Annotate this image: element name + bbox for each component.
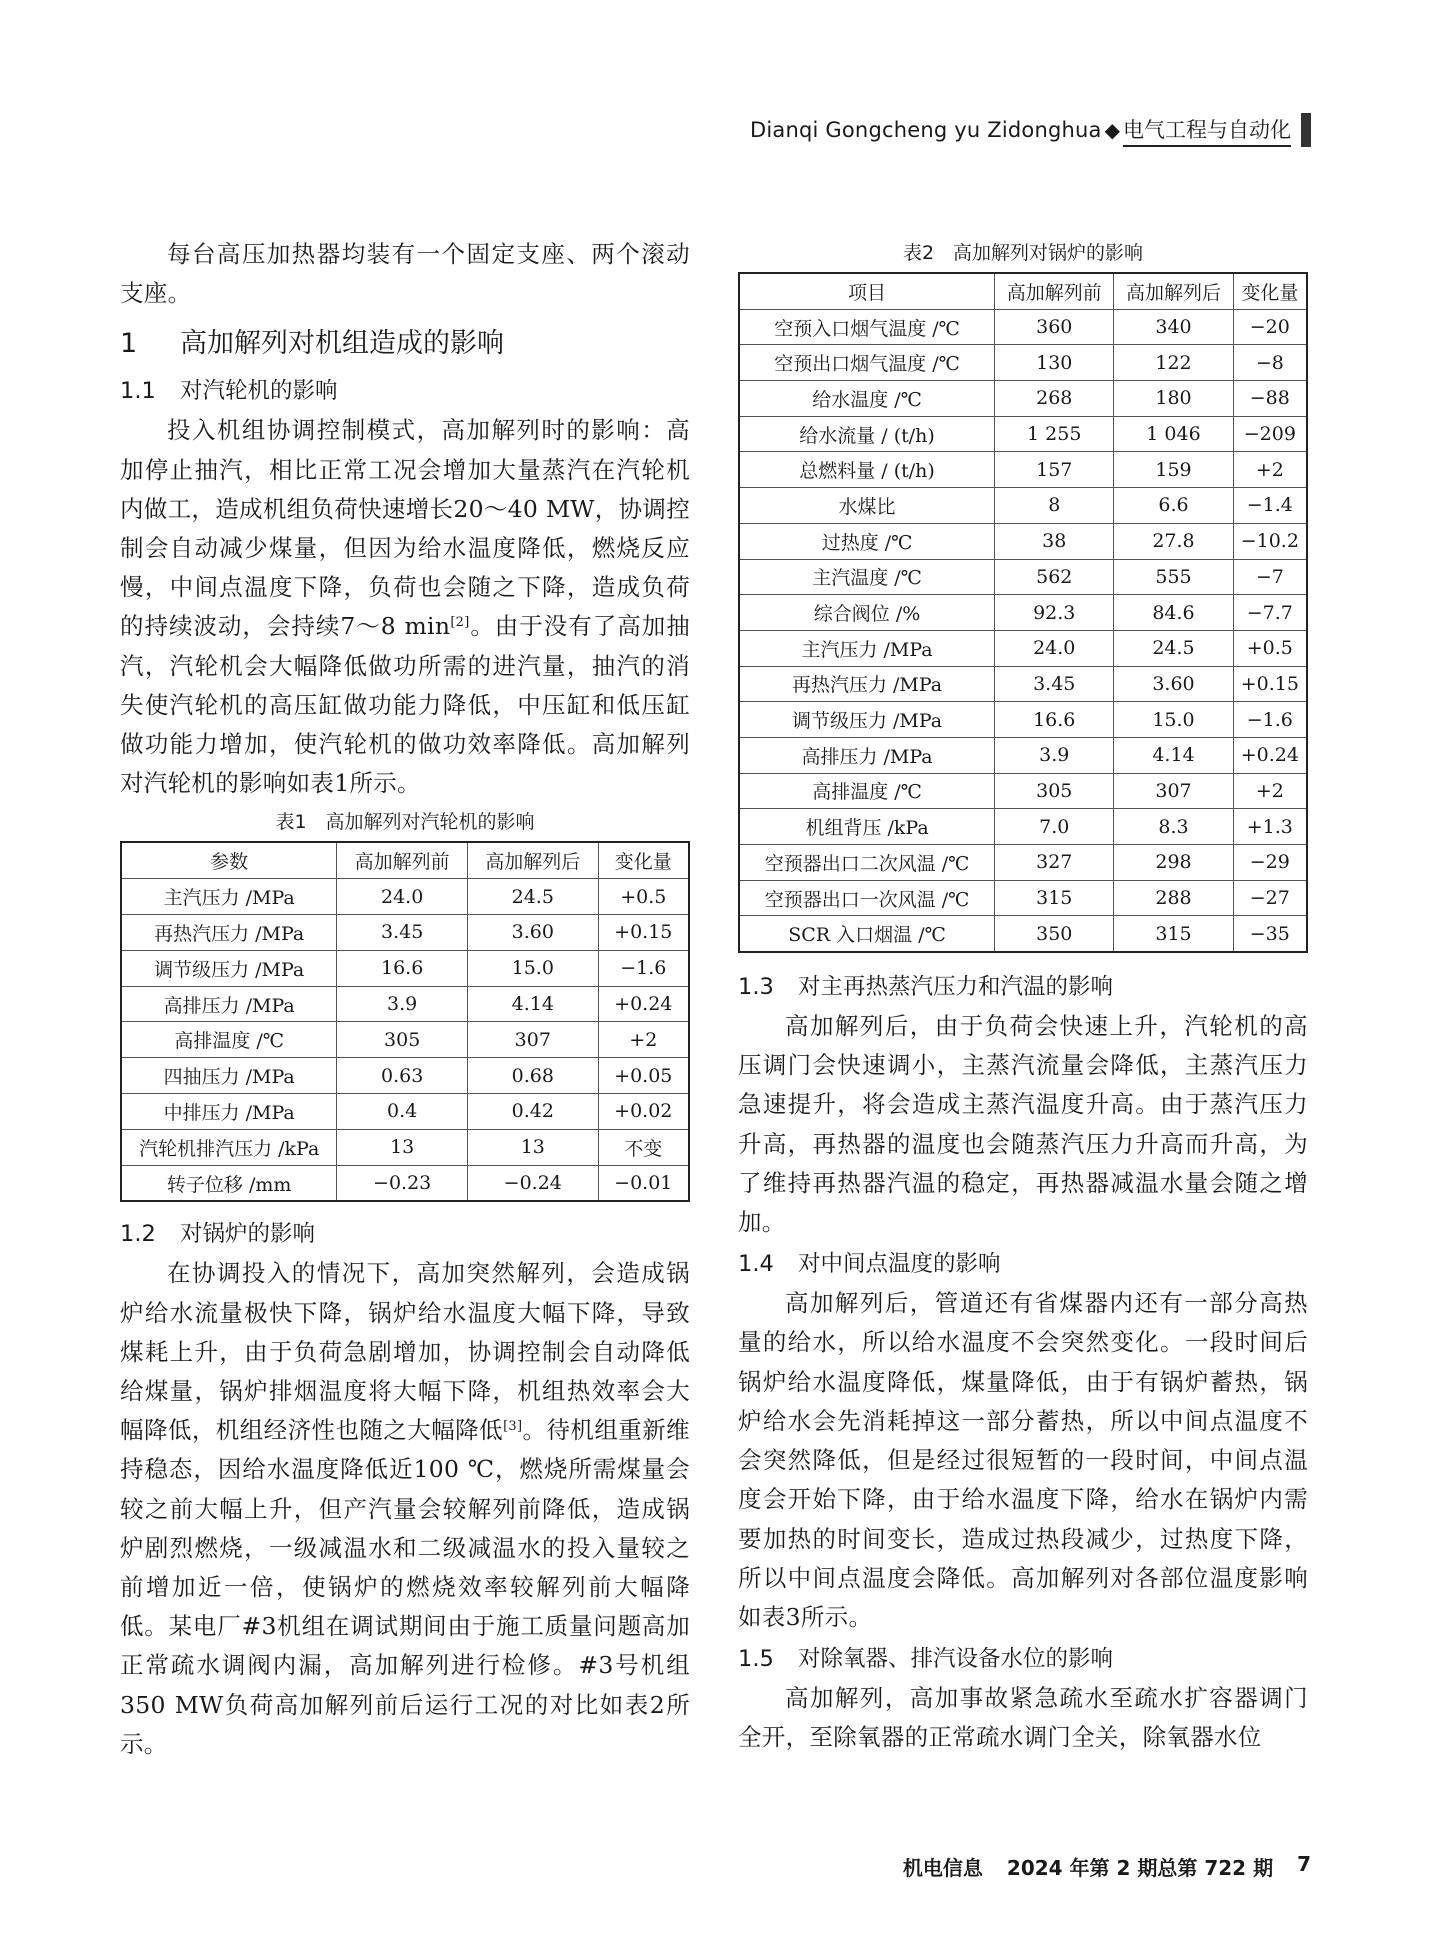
section-number: 1 — [120, 328, 138, 360]
table-row: 给水流量 / (t/h) 1 255 1 046 −209 — [739, 416, 1307, 452]
table-row: 主汽压力 /MPa 24.0 24.5 +0.5 — [739, 630, 1307, 666]
subsection-number: 1.5 — [738, 1646, 774, 1673]
paragraph-1-1: 投入机组协调控制模式，高加解列时的影响：高加停止抽汽，相比正常工况会增加大量蒸汽在汽轮机内做工，造成机组负荷快速增长20～40 MW，协调控制会自动减少煤量，但因为给水温度降低，燃烧反应慢，中间点温度下降，负荷也会随之下降，造成负荷的持续波动，会持续7～8 min[2]。由于没有了高加抽汽，汽轮机会大幅降低做功所需的进汽量，抽汽的消失使汽轮机的高压缸做功能力降低，中压缸和低压缸做功能力增加，使汽轮机的做功效率降低。高加解列对汽轮机的影响如表1所示。 — [120, 416, 690, 798]
table-row: 综合阀位 /% 92.3 84.6 −7.7 — [739, 595, 1307, 631]
table-row: 空预器出口一次风温 /℃ 315 288 −27 — [739, 880, 1307, 916]
table-row: 给水温度 /℃ 268 180 −88 — [739, 381, 1307, 417]
section-title: 高加解列对机组造成的影响 — [180, 328, 504, 360]
subsection-1-4-heading — [738, 1244, 1308, 1284]
table-row: 主汽压力 /MPa 24.0 24.5 +0.5 — [121, 879, 689, 915]
table-row: 总燃料量 / (t/h) 157 159 +2 — [739, 452, 1307, 488]
table-row: 中排压力 /MPa 0.4 0.42 +0.02 — [121, 1094, 689, 1130]
right-column — [738, 238, 1308, 1758]
subsection-1-3-heading — [738, 967, 1308, 1007]
subsection-title: 对主再热蒸汽压力和汽温的影响 — [798, 974, 1114, 1001]
footer-issue: 2024 年第 2 期总第 722 期 — [1006, 1856, 1274, 1880]
paragraph-1-5: 高加解列，高加事故紧急疏水至疏水扩容器调门全开，至除氧器的正常疏水调门全关，除氧器水位 — [738, 1684, 1308, 1752]
table-header-row — [121, 842, 689, 878]
subsection-number: 1.1 — [120, 378, 156, 405]
paragraph-1-4: 高加解列后，管道还有省煤器内还有一部分高热量的给水，所以给水温度不会突然变化。一段时间后锅炉给水温度降低，煤量降低，由于有锅炉蓄热，锅炉给水会先消耗掉这一部分蓄热，所以中间点温度不会突然降低，但是经过很短暂的一段时间，中间点温度会开始下降，由于给水温度下降，给水在锅炉内需要加热的时间变长，造成过热段减少，过热度下降，所以中间点温度会降低。高加解列对各部位温度影响如表3所示。 — [738, 1289, 1308, 1631]
table-row: 四抽压力 /MPa 0.63 0.68 +0.05 — [121, 1058, 689, 1094]
table-row: 高排压力 /MPa 3.9 4.14 +0.24 — [739, 737, 1307, 773]
page-footer — [903, 1852, 1311, 1881]
table-header-row — [739, 273, 1307, 309]
header-cell: 变化量 — [598, 842, 689, 878]
subsection-number: 1.3 — [738, 974, 774, 1001]
header-cell: 高加解列后 — [467, 842, 598, 878]
header-cell: 高加解列后 — [1114, 273, 1233, 309]
section-1-heading — [120, 323, 690, 365]
paragraph-1-2: 在协调投入的情况下，高加突然解列，会造成锅炉给水流量极快下降，锅炉给水温度大幅下降，导致煤耗上升，由于负荷急剧增加，协调控制会自动降低给煤量，锅炉排烟温度将大幅下降，机组热效率会大幅降低，机组经济性也随之大幅降低[3]。待机组重新维持稳态，因给水温度降低近100 ℃，燃烧所需煤量会较之前大幅上升，但产汽量会较解列前降低，造成锅炉剧烈燃烧，一级减温水和二级减温水的投入量较之前增加近一倍，使锅炉的燃烧效率较解列前大幅降低。某电厂#3机组在调试期间由于施工质量问题高加正常疏水调阀内漏，高加解列进行检修。#3号机组350 MW负荷高加解列前后运行工况的对比如表2所示。 — [120, 1259, 690, 1758]
header-cell: 高加解列前 — [995, 273, 1114, 309]
header-cell: 高加解列前 — [337, 842, 468, 878]
table-1 — [120, 841, 690, 1202]
citation-2: [2] — [450, 615, 470, 631]
table-row: 空预器出口二次风温 /℃ 327 298 −29 — [739, 845, 1307, 881]
header-cell: 变化量 — [1233, 273, 1307, 309]
table-1-caption: 表1 高加解列对汽轮机的影响 — [275, 811, 535, 834]
table-row: SCR 入口烟温 /℃ 350 315 −35 — [739, 916, 1307, 952]
table-row: 再热汽压力 /MPa 3.45 3.60 +0.15 — [739, 666, 1307, 702]
header-cell: 参数 — [121, 842, 337, 878]
citation-3: [3] — [503, 1419, 523, 1435]
table-row: 机组背压 /kPa 7.0 8.3 +1.3 — [739, 809, 1307, 845]
page-number: 7 — [1297, 1852, 1311, 1876]
table-row: 再热汽压力 /MPa 3.45 3.60 +0.15 — [121, 915, 689, 951]
table-row: 调节级压力 /MPa 16.6 15.0 −1.6 — [739, 702, 1307, 738]
table-row: 高排温度 /℃ 305 307 +2 — [121, 1022, 689, 1058]
table-2 — [738, 272, 1308, 953]
paragraph-1-3: 高加解列后，由于负荷会快速上升，汽轮机的高压调门会快速调小，主蒸汽流量会降低，主蒸汽压力急速提升，将会造成主蒸汽温度升高。由于蒸汽压力升高，再热器的温度也会随蒸汽压力升高而升高，为了维持再热器汽温的稳定，再热器减温水量会随之增加。 — [738, 1012, 1308, 1237]
subsection-1-5-heading — [738, 1639, 1308, 1679]
subsection-title: 对中间点温度的影响 — [798, 1251, 1001, 1278]
subsection-title: 对锅炉的影响 — [180, 1221, 316, 1248]
table-2-caption: 表2 高加解列对锅炉的影响 — [902, 242, 1144, 264]
table-row: 水煤比 8 6.6 −1.4 — [739, 488, 1307, 524]
table-row: 调节级压力 /MPa 16.6 15.0 −1.6 — [121, 950, 689, 986]
subsection-title: 对汽轮机的影响 — [180, 378, 338, 405]
subsection-title: 对除氧器、排汽设备水位的影响 — [798, 1646, 1114, 1673]
table-row: 高排温度 /℃ 305 307 +2 — [739, 773, 1307, 809]
table-row: 高排压力 /MPa 3.9 4.14 +0.24 — [121, 986, 689, 1022]
subsection-number: 1.4 — [738, 1251, 774, 1278]
table-row: 空预入口烟气温度 /℃ 360 340 −20 — [739, 309, 1307, 345]
table-row: 转子位移 /mm −0.23 −0.24 −0.01 — [121, 1165, 689, 1201]
table-row: 主汽温度 /℃ 562 555 −7 — [739, 559, 1307, 595]
journal-name-latin: Dianqi Gongcheng yu Zidonghua — [749, 118, 1102, 142]
subsection-1-1-heading — [120, 371, 690, 411]
diamond-icon: ◆ — [1104, 118, 1120, 142]
running-header — [750, 112, 1311, 148]
subsection-number: 1.2 — [120, 1221, 156, 1248]
table-row: 空预出口烟气温度 /℃ 130 122 −8 — [739, 345, 1307, 381]
header-bar — [1301, 113, 1311, 147]
table-row: 过热度 /℃ 38 27.8 −10.2 — [739, 523, 1307, 559]
intro-paragraph: 每台高压加热器均装有一个固定支座、两个滚动支座。 — [120, 240, 690, 308]
header-cell: 项目 — [739, 273, 995, 309]
table-row: 汽轮机排汽压力 /kPa 13 13 不变 — [121, 1129, 689, 1165]
journal-name-chinese: 电气工程与自动化 — [1123, 114, 1291, 147]
subsection-1-2-heading — [120, 1214, 690, 1254]
left-column — [120, 235, 690, 1764]
footer-journal: 机电信息 — [902, 1856, 983, 1880]
